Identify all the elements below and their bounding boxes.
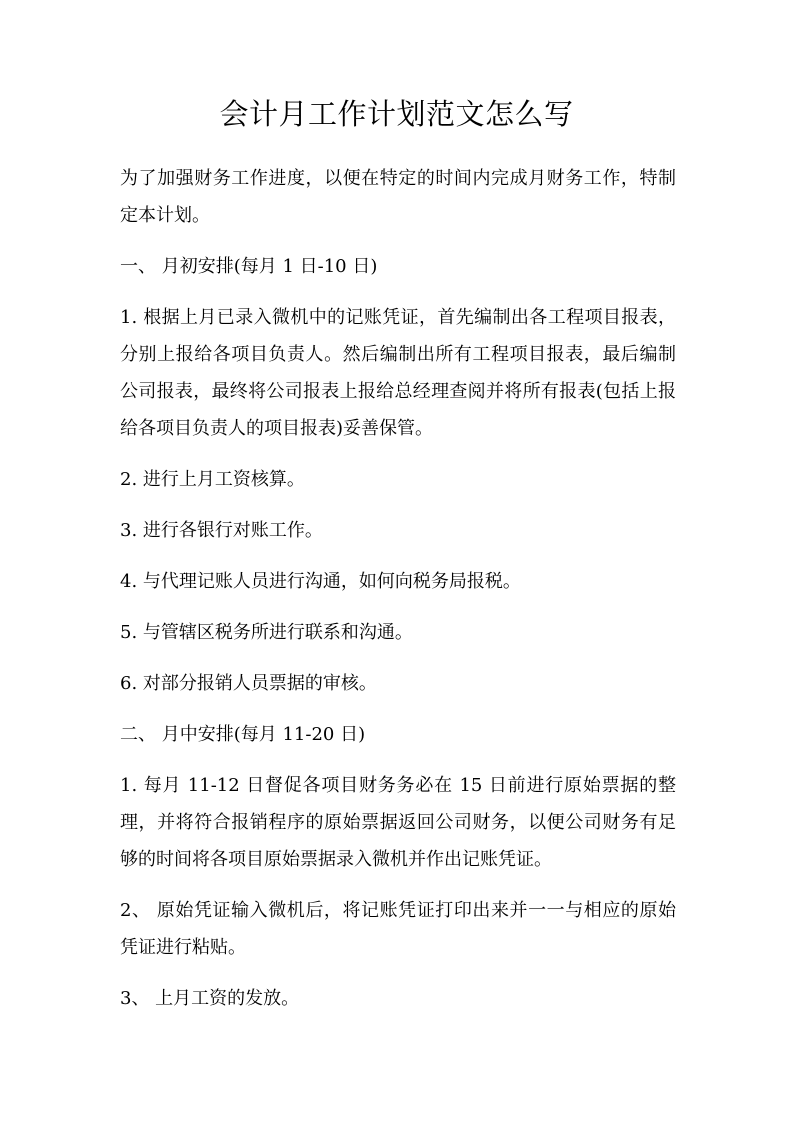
section-heading-month-start: 一、 月初安排(每月 1 日-10 日)	[120, 256, 378, 277]
list-item: 2. 进行上月工资核算。	[120, 469, 305, 490]
section-heading-month-middle: 二、 月中安排(每月 11-20 日)	[120, 724, 366, 745]
list-item: 6. 对部分报销人员票据的审核。	[120, 673, 377, 694]
list-item: 3、 上月工资的发放。	[120, 988, 300, 1009]
list-item: 5. 与管辖区税务所进行联系和沟通。	[120, 622, 413, 643]
intro-paragraph: 为了加强财务工作进度，以便在特定的时间内完成月财务工作，特制定本计划。	[120, 168, 676, 226]
list-item: 4. 与代理记账人员进行沟通，如何向税务局报税。	[120, 571, 521, 592]
document-title: 会计月工作计划范文怎么写	[219, 97, 574, 131]
list-item: 1. 每月 11-12 日督促各项目财务务必在 15 日前进行原始票据的整理，并将符合报销程序的原始票据返回公司财务，以便公司财务有足够的时间将各项目原始票据录入微机并作出记账凭证。	[120, 775, 676, 870]
document-body	[120, 160, 676, 1017]
list-item: 2、 原始凭证输入微机后，将记账凭证打印出来并一一与相应的原始凭证进行粘贴。	[120, 900, 676, 958]
list-item: 3. 进行各银行对账工作。	[120, 520, 323, 541]
list-item: 1. 根据上月已录入微机中的记账凭证，首先编制出各工程项目报表，分别上报给各项目负责人。然后编制出所有工程项目报表，最后编制公司报表，最终将公司报表上报给总经理查阅并将所有报表(包括上报给各项目负责人的项目报表)妥善保管。	[120, 307, 676, 439]
